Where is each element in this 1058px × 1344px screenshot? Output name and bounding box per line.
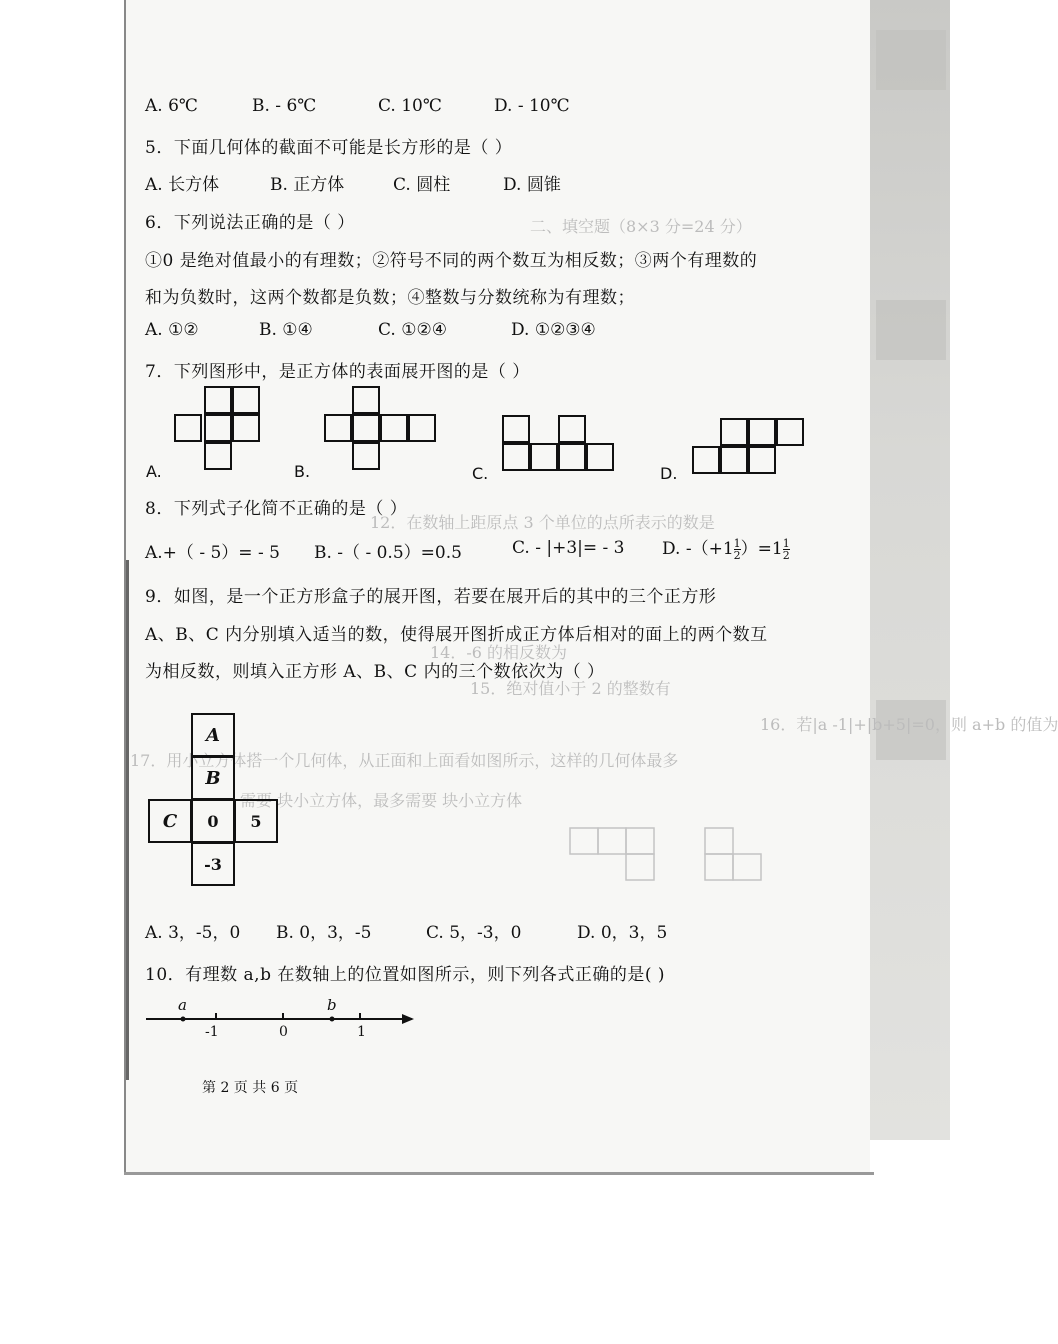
scan-noise xyxy=(876,30,946,90)
q9-cell-b: B xyxy=(191,756,235,800)
bleed-text: 12．在数轴上距原点 3 个单位的点所表示的数是 xyxy=(370,513,715,532)
q9-stem-line: 为相反数，则填入正方形 A、B、C 内的三个数依次为（ ） xyxy=(145,662,605,682)
tick-label-neg1: -1 xyxy=(205,1024,219,1040)
page-margin-line xyxy=(126,560,129,1080)
bleed-text: 需要 块小立方体，最多需要 块小立方体 xyxy=(240,791,523,810)
tick-label-1: 1 xyxy=(357,1024,366,1040)
bleed-text: 14．-6 的相反数为 xyxy=(430,643,568,662)
bleed-text: 二、填空题（8×3 分=24 分） xyxy=(530,217,752,236)
bleed-text: 15．绝对值小于 2 的整数有 xyxy=(470,679,671,698)
scan-edge-strip xyxy=(868,0,950,1140)
q6-option-a[interactable]: A. ①② xyxy=(145,320,199,340)
q6-stem: 6．下列说法正确的是（ ） xyxy=(145,213,355,233)
bleed-text: 17．用小立方体搭一个几何体，从正面和上面看如图所示，这样的几何体最多 xyxy=(130,751,679,770)
q9-option-c[interactable]: C. 5，-3，0 xyxy=(426,923,522,943)
q6-option-d[interactable]: D. ①②③④ xyxy=(511,320,596,340)
q8-option-b[interactable]: B. -（ - 0.5）=0.5 xyxy=(314,543,462,563)
q5-option-d[interactable]: D. 圆锥 xyxy=(503,175,561,195)
fraction: $\frac{1}{2}$ xyxy=(733,537,741,562)
q9-option-a[interactable]: A. 3，-5，0 xyxy=(145,923,241,943)
bleed-figure xyxy=(565,820,765,900)
q8-option-d[interactable] xyxy=(662,534,790,561)
q7-option-c[interactable]: C. xyxy=(472,464,489,483)
page-number: 第 2 页 共 6 页 xyxy=(202,1080,299,1096)
q9-cell-zero: 0 xyxy=(191,799,235,843)
q9-cell-a: A xyxy=(191,713,235,757)
q8-option-c[interactable]: C. - |+3|= - 3 xyxy=(512,538,625,558)
q7-option-a[interactable]: A. xyxy=(146,462,162,481)
q4-option-c[interactable]: C. 10℃ xyxy=(378,96,442,116)
scan-noise xyxy=(876,300,946,360)
q7-option-d[interactable]: D. xyxy=(660,464,678,483)
q9-option-b[interactable]: B. 0，3，-5 xyxy=(276,923,372,943)
point-b-label: b xyxy=(327,996,337,1014)
axis-arrow xyxy=(402,1014,414,1024)
q6-statement-line: 和为负数时，这两个数都是负数；④整数与分数统称为有理数； xyxy=(145,288,635,308)
point-a xyxy=(181,1017,186,1022)
q5-option-a[interactable]: A. 长方体 xyxy=(145,175,220,195)
q6-statement-line: ①0 是绝对值最小的有理数；②符号不同的两个数互为相反数；③两个有理数的 xyxy=(145,251,758,271)
q10-stem: 10．有理数 a,b 在数轴上的位置如图所示，则下列各式正确的是( ) xyxy=(145,965,666,985)
tick-label-0: 0 xyxy=(279,1024,288,1040)
q8-option-d-prefix: D. -（+1 xyxy=(662,539,734,559)
page-bottom-edge xyxy=(124,1172,874,1175)
q7-stem: 7．下列图形中，是正方体的表面展开图的是（ ） xyxy=(145,362,530,382)
q9-stem-line: A、B、C 内分别填入适当的数，使得展开图折成正方体后相对的面上的两个数互 xyxy=(145,625,768,645)
q4-option-a[interactable]: A. 6℃ xyxy=(145,96,198,116)
q8-stem: 8．下列式子化简不正确的是（ ） xyxy=(145,499,408,519)
q5-option-c[interactable]: C. 圆柱 xyxy=(393,175,451,195)
q9-stem-line: 9．如图，是一个正方形盒子的展开图，若要在展开后的其中的三个正方形 xyxy=(145,587,717,607)
q6-option-b[interactable]: B. ①④ xyxy=(259,320,313,340)
fraction: $\frac{1}{2}$ xyxy=(782,537,790,562)
q6-option-c[interactable]: C. ①②④ xyxy=(378,320,447,340)
q5-option-b[interactable]: B. 正方体 xyxy=(270,175,345,195)
point-b xyxy=(330,1017,335,1022)
q9-option-d[interactable]: D. 0，3，5 xyxy=(577,923,668,943)
q4-option-b[interactable]: B. - 6℃ xyxy=(252,96,317,116)
point-a-label: a xyxy=(178,996,187,1014)
q8-option-a[interactable]: A.+（ - 5）= - 5 xyxy=(145,543,280,563)
q4-option-d[interactable]: D. - 10℃ xyxy=(494,96,570,116)
q8-option-d-mid: ）=1 xyxy=(740,539,783,559)
bleed-text: 16．若|a -1|+|b+5|=0，则 a+b 的值为 xyxy=(760,715,1058,734)
q9-cell-five: 5 xyxy=(234,799,278,843)
q9-cell-neg3: -3 xyxy=(191,842,235,886)
q5-stem: 5．下面几何体的截面不可能是长方形的是（ ） xyxy=(145,138,513,158)
q7-option-b[interactable]: B. xyxy=(294,462,311,481)
q9-cell-c: C xyxy=(148,799,192,843)
